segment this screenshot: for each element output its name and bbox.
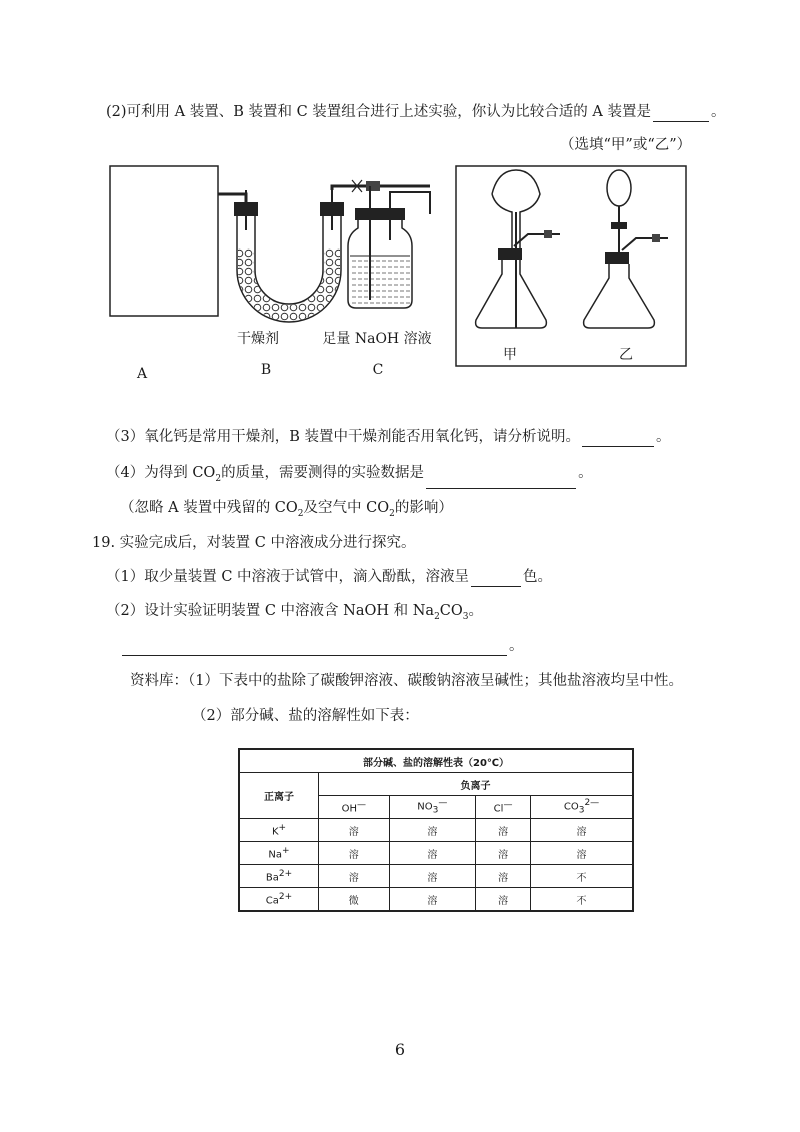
anion-no3: $NO_3^—$ [389,796,475,819]
anion-cl: Cl— [476,796,531,819]
resources-label: 资料库： [130,673,188,689]
resources-item-1-text: （1）下表中的盐除了碳酸钾溶液、碳酸钠溶液呈碱性；其他盐溶液均呈中性。 [188,673,683,689]
question-2-hint: （选填“甲”或“乙”） [560,137,692,153]
device-b-u-tube [234,190,344,322]
answer-line-q19-2 [120,636,524,656]
device-a-box [110,166,218,316]
q19-p2-post: 。 [468,603,484,619]
table-cell: 溶 [319,819,390,842]
question-2-stem: (2)可利用 A 装置、B 装置和 C 装置组合进行上述实验，你认为比较合适的 A 装置是 [106,104,651,120]
question-19: 19. 实验完成后，对装置 C 中溶液成分进行探究。 [92,535,416,551]
table-title: 部分碱、盐的溶解性表（20℃） [239,749,633,773]
label-desiccant: 干燥剂 [237,331,279,347]
table-cell: 溶 [476,819,531,842]
question-4-sub: 2 [215,473,222,484]
table-cell: 溶 [389,865,475,888]
anion-oh: OH— [319,796,390,819]
table-cell: 溶 [389,888,475,912]
resources-item-2: （2）部分碱、盐的溶解性如下表： [192,708,419,724]
note-pre: （忽略 A 装置中残留的 CO [120,500,298,516]
label-device-b: B [260,362,272,378]
table-cell: 溶 [389,819,475,842]
table-cell: 溶 [476,888,531,912]
answer-blank-q3 [582,430,654,447]
question-4-post: 的质量，需要测得的实验数据是 [221,465,425,481]
label-device-c: C [372,362,384,378]
answer-blank-q19-1 [471,570,521,587]
table-cell: 不 [531,865,633,888]
table-cell: 溶 [531,819,633,842]
label-jia: 甲 [503,347,517,363]
answer-blank-q4 [426,472,576,489]
anion-co3: $CO_3^{2—}$ [531,796,633,819]
note-mid: 及空气中 CO [303,500,390,516]
connecting-tube-bc [332,186,430,190]
choice-apparatus-box [456,166,686,366]
cation-k: K+ [239,819,319,842]
flask-yi [584,170,668,328]
table-cell: 溶 [476,842,531,865]
table-row [239,865,633,888]
flask-jia [476,170,560,328]
col-header-anion: 负离子 [319,773,634,796]
question-3-end: 。 [656,429,671,445]
label-naoh-solution: 足量 NaOH 溶液 [322,331,432,347]
table-cell: 溶 [531,842,633,865]
table-cell: 微 [319,888,390,912]
table-row [239,819,633,842]
question-2-text [106,102,726,122]
label-device-a: A [136,366,148,382]
device-c-bottle [348,186,430,308]
note-sub1: 2 [297,508,304,519]
note-sub2: 2 [389,508,395,519]
table-cell: 溶 [319,865,390,888]
question-4-pre: （4）为得到 CO [106,465,216,481]
question-4-note [120,498,453,524]
solubility-table [238,748,634,912]
answer-line-end: 。 [509,638,524,654]
note-post: 的影响） [394,500,453,516]
table-cell: 溶 [476,865,531,888]
question-4 [106,463,593,489]
cation-na: Na+ [239,842,319,865]
table-row [239,888,633,912]
cation-ba: $Ba^{2+}$ [239,865,319,888]
answer-blank-q2 [653,105,709,122]
table-cell: 溶 [319,842,390,865]
question-4-end: 。 [578,465,593,481]
answer-blank-q19-2 [122,639,507,656]
resources-item-1 [130,671,683,691]
q19-p2-pre: （2）设计实验证明装置 C 中溶液含 NaOH 和 Na [106,603,435,619]
q19-p2-sub1: 2 [434,611,440,622]
label-yi: 乙 [619,347,633,363]
q19-p1-pre: （1）取少量装置 C 中溶液于试管中，滴入酚酞，溶液呈 [106,569,470,585]
question-19-part-1 [106,567,552,587]
question-3-stem: （3）氧化钙是常用干燥剂，B 装置中干燥剂能否用氧化钙，请分析说明。 [106,429,580,445]
question-19-part-2 [106,601,483,627]
row-header-cation: 正离子 [239,773,319,819]
question-2-end: 。 [711,104,726,120]
q19-p2-sub2: 3 [462,611,469,622]
table-cell: 不 [531,888,633,912]
table-row [239,842,633,865]
q19-p2-mid: CO [439,603,463,619]
cation-ca: $Ca^{2+}$ [239,888,319,912]
q19-p1-post: 色。 [523,569,553,585]
apparatus-figure [100,150,720,390]
table-cell: 溶 [389,842,475,865]
question-3 [106,427,671,447]
page-number: 6 [394,1040,406,1059]
